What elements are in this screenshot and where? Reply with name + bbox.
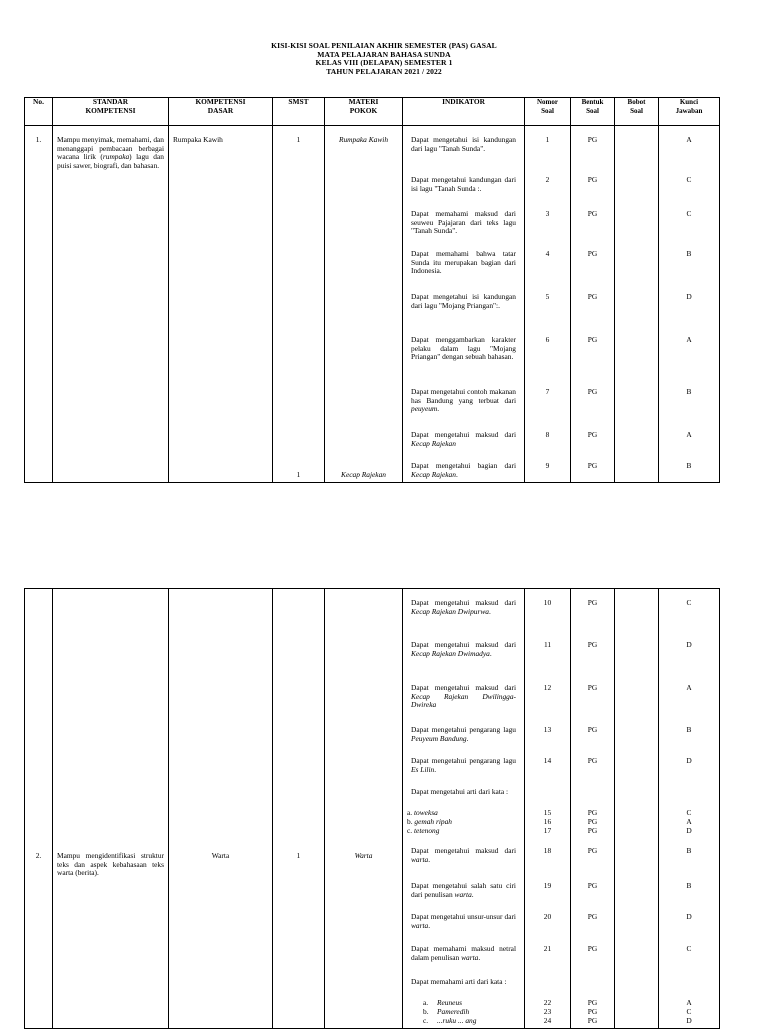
title-line-2: MATA PELAJARAN BAHASA SUNDA	[317, 49, 451, 59]
indikator-sub-item	[423, 1017, 524, 1026]
indikator-post: .	[489, 648, 492, 658]
header-nomor-soal: Nomor Soal	[525, 98, 571, 126]
indikator-em: warta	[411, 854, 429, 864]
kunci-jawaban-cell	[659, 126, 720, 483]
indikator-sub-item	[407, 827, 524, 836]
kunci-jawaban-value: A	[686, 335, 692, 344]
header-standar-kompetensi: STANDAR KOMPETENSI	[53, 98, 169, 126]
indikator-cell	[403, 126, 525, 483]
bentuk-soal-value: PG	[587, 209, 598, 218]
sub-item-word: tetenong	[413, 826, 440, 835]
bentuk-soal-value: PG	[587, 817, 598, 826]
nomor-soal-value: 3	[545, 209, 550, 218]
indikator-post: .	[437, 404, 440, 414]
indikator-em: peuyeum	[411, 404, 438, 414]
nomor-soal-value: 16	[543, 817, 552, 826]
nomor-soal-value: 5	[545, 292, 550, 301]
sub-item-label: a.	[407, 808, 414, 817]
indikator-text	[407, 136, 520, 153]
indikator-post: .	[428, 920, 431, 930]
nomor-soal-value: 17	[543, 826, 552, 835]
bentuk-soal-value: PG	[587, 335, 598, 344]
bentuk-soal-value: PG	[587, 430, 598, 439]
kunci-jawaban-value: B	[686, 881, 692, 890]
bentuk-soal-value: PG	[587, 756, 598, 765]
kunci-jawaban-value: D	[686, 826, 692, 835]
indikator-pre: Dapat mengetahui maksud dari	[411, 640, 516, 649]
indikator-post: .	[489, 606, 491, 616]
sub-item-word: toweksa	[413, 808, 438, 817]
indikator-post: .	[434, 764, 437, 774]
bentuk-soal-value: PG	[587, 135, 598, 144]
materi-pokok-cell: Warta	[325, 589, 403, 1029]
materi-pokok-cell	[325, 126, 403, 483]
nomor-soal-value: 23	[543, 1007, 552, 1016]
bentuk-soal-value: PG	[587, 944, 598, 953]
header-bobot-soal: Bobot Soal	[615, 98, 659, 126]
kunci-jawaban-value: C	[686, 808, 692, 817]
header-bentuk-soal: Bentuk Soal	[571, 98, 615, 126]
indikator-pre: Dapat mengetahui maksud dari	[411, 598, 516, 607]
indikator-post: .	[471, 889, 474, 899]
indikator-text	[407, 913, 520, 930]
indikator-pre: Dapat mengetahui maksud dari	[411, 430, 516, 439]
kunci-jawaban-cell	[659, 589, 720, 1029]
row-number: 2.	[25, 589, 53, 1029]
indikator-em: Kecap Rajekan Dwipurwa	[411, 606, 490, 616]
header-indikator: INDIKATOR	[403, 98, 525, 126]
bentuk-soal-value: PG	[587, 725, 598, 734]
kunci-jawaban-value: D	[686, 640, 692, 649]
indikator-text	[407, 599, 520, 616]
indikator-text	[407, 388, 520, 414]
indikator-text	[407, 847, 520, 864]
indikator-text	[407, 176, 520, 193]
indikator-text	[407, 336, 520, 362]
indikator-pre: Dapat mengetahui maksud dari	[411, 683, 516, 692]
title-line-1: KISI-KISI SOAL PENILAIAN AKHIR SEMESTER (PAS) GASAL	[271, 41, 497, 50]
indikator-cell	[403, 589, 525, 1029]
nomor-soal-cell	[525, 589, 571, 1029]
nomor-soal-value: 24	[543, 1016, 552, 1025]
sub-item-word: Pameredih	[437, 1007, 470, 1016]
sub-item-label: c.	[423, 1016, 429, 1025]
bobot-soal-cell	[615, 589, 659, 1029]
materi-value: Kecap Rajekan	[341, 470, 386, 479]
indikator-pre: Dapat mengetahui isi kandungan dari lagu "Mojang Priangan":.	[411, 292, 516, 310]
indikator-pre: Dapat memahami bahwa tatar Sunda itu merupakan bagian dari Indonesia.	[411, 249, 516, 276]
kunci-jawaban-value: D	[686, 1016, 692, 1025]
indikator-em: Kecap Rajekan Dwilingga-Dwireka	[411, 691, 516, 710]
nomor-soal-value: 4	[545, 249, 550, 258]
indikator-text	[407, 431, 520, 448]
kunci-jawaban-value: C	[686, 175, 692, 184]
indikator-post: .	[428, 854, 431, 864]
bobot-soal-cell	[615, 126, 659, 483]
indikator-text	[407, 726, 520, 743]
sub-item-word: ...ruku ... ang	[437, 1016, 477, 1025]
nomor-soal-value: 7	[545, 387, 550, 396]
nomor-soal-value: 11	[543, 640, 552, 649]
indikator-text	[407, 641, 520, 658]
indikator-em: Kecap Rajekan	[411, 469, 456, 479]
bentuk-soal-cell	[571, 126, 615, 483]
nomor-soal-value: 21	[543, 944, 552, 953]
nomor-soal-value: 20	[543, 912, 552, 921]
indikator-pre: Dapat memahami maksud netral dalam penulisan	[411, 944, 516, 962]
indikator-text	[407, 757, 520, 774]
nomor-soal-value: 19	[543, 881, 552, 890]
kisi-kisi-table-2	[24, 588, 720, 1029]
bentuk-soal-value: PG	[587, 912, 598, 921]
kunci-jawaban-value: B	[686, 387, 692, 396]
indikator-pre: Dapat mengetahui bagian dari	[411, 461, 516, 470]
smst-value: 1	[296, 135, 301, 144]
bentuk-soal-value: PG	[587, 998, 598, 1007]
indikator-em: warta	[461, 952, 479, 962]
indikator-pre: Dapat mengetahui contoh makanan has Bandung yang terbuat dari	[411, 387, 516, 405]
nomor-soal-value: 6	[545, 335, 550, 344]
bentuk-soal-value: PG	[587, 808, 598, 817]
kunci-jawaban-value: A	[686, 683, 692, 692]
standar-kompetensi-cell: Mampu mengidentifikasi struktur teks dan aspek kebahasaan teks warta (berita).	[53, 589, 169, 1029]
indikator-pre: Dapat mengetahui kandungan dari isi lagu "Tanah Sunda :.	[411, 175, 516, 193]
materi-value: Rumpaka Kawih	[338, 135, 389, 144]
kunci-jawaban-value: C	[686, 944, 692, 953]
indikator-em: warta	[454, 889, 472, 899]
bentuk-soal-value: PG	[587, 846, 598, 855]
bentuk-soal-value: PG	[587, 249, 598, 258]
sub-item-word: Reuneus	[437, 998, 463, 1007]
bentuk-soal-value: PG	[587, 292, 598, 301]
bentuk-soal-value: PG	[587, 1016, 598, 1025]
indikator-pre: Dapat mengetahui salah satu ciri dari penulisan	[411, 881, 516, 899]
sub-item-label: b.	[423, 1007, 429, 1016]
nomor-soal-value: 22	[543, 998, 552, 1007]
indikator-text	[407, 882, 520, 899]
kunci-jawaban-value: C	[686, 1007, 692, 1016]
header-kunci-jawaban: Kunci Jawaban	[659, 98, 720, 126]
indikator-text: Dapat mengetahui arti dari kata :	[411, 787, 509, 796]
smst-cell	[273, 126, 325, 483]
indikator-pre: Dapat mengetahui maksud dari	[411, 846, 516, 855]
indikator-text	[407, 210, 520, 236]
sub-item-label: b.	[407, 817, 415, 826]
table-row	[25, 589, 720, 1029]
kunci-jawaban-value: A	[686, 135, 692, 144]
bentuk-soal-value: PG	[587, 1007, 598, 1016]
kompetensi-dasar-cell: Warta	[169, 589, 273, 1029]
bentuk-soal-value: PG	[587, 461, 598, 470]
bentuk-soal-value: PG	[587, 826, 598, 835]
indikator-text	[407, 462, 520, 479]
header-no: No.	[25, 98, 53, 126]
title-line-4: TAHUN PELAJARAN 2021 / 2022	[326, 66, 442, 76]
kisi-kisi-table-1	[24, 97, 720, 483]
bentuk-soal-value: PG	[587, 683, 598, 692]
nomor-soal-value: 14	[543, 756, 552, 765]
table-row	[25, 126, 720, 483]
bentuk-soal-value: PG	[587, 640, 598, 649]
header-smst: SMST	[273, 98, 325, 126]
indikator-em: Peuyeum Bandung	[411, 733, 467, 743]
indikator-pre: Dapat mengetahui pengarang lagu	[411, 725, 516, 734]
indikator-text	[407, 684, 520, 710]
nomor-soal-cell	[525, 126, 571, 483]
nomor-soal-value: 1	[545, 135, 550, 144]
title-line-3: KELAS VIII (DELAPAN) SEMESTER 1	[315, 58, 453, 68]
indikator-pre: Dapat menggambarkan karakter pelaku dalam lagu "Mojang Priangan" dengan sebuah bahasan.	[411, 335, 516, 362]
bentuk-soal-value: PG	[587, 881, 598, 890]
bentuk-soal-value: PG	[587, 175, 598, 184]
bentuk-soal-value: PG	[587, 598, 598, 607]
indikator-post: .	[478, 952, 481, 962]
indikator-text	[407, 945, 520, 962]
header-materi-pokok: MATERI POKOK	[325, 98, 403, 126]
kompetensi-dasar-cell: Rumpaka Kawih	[169, 126, 273, 483]
indikator-pre: Dapat mengetahui isi kandungan dari lagu "Tanah Sunda".	[411, 135, 516, 153]
smst-value: 1	[296, 470, 301, 479]
nomor-soal-value: 15	[543, 808, 552, 817]
indikator-text: Dapat memahami arti dari kata :	[411, 977, 507, 986]
kunci-jawaban-value: B	[686, 846, 692, 855]
indikator-pre: Dapat memahami maksud dari seuweu Pajajaran dari teks lagu "Tanah Sunda".	[411, 209, 516, 236]
kunci-jawaban-value: A	[686, 998, 692, 1007]
kunci-jawaban-value: C	[686, 598, 692, 607]
kunci-jawaban-value: B	[686, 461, 692, 470]
kunci-jawaban-value: C	[686, 209, 692, 218]
sub-item-label: c.	[407, 826, 414, 835]
sub-item-word: gemah ripah	[414, 817, 452, 826]
standar-kompetensi-cell: Mampu menyimak, memahami, dan menanggapi pembacaan berbagai wacana lirik (rumpaka) lagu dan puisi sawer, biografi, dan bahasan.	[53, 126, 169, 483]
kunci-jawaban-value: B	[686, 249, 692, 258]
bentuk-soal-value: PG	[587, 387, 598, 396]
indikator-pre: Dapat mengetahui unsur-unsur dari	[411, 912, 516, 921]
kunci-jawaban-value: D	[686, 292, 692, 301]
indikator-pre: Dapat mengetahui pengarang lagu	[411, 756, 516, 765]
bentuk-soal-cell	[571, 589, 615, 1029]
indikator-em: Kecap Rajekan Dwimadya	[411, 648, 490, 658]
row-number: 1.	[25, 126, 53, 483]
indikator-text	[407, 293, 520, 310]
document-title	[0, 42, 768, 76]
nomor-soal-value: 8	[545, 430, 550, 439]
sub-item-label: a.	[423, 998, 429, 1007]
nomor-soal-value: 2	[545, 175, 550, 184]
indikator-post: .	[455, 469, 458, 479]
indikator-text	[407, 250, 520, 276]
kunci-jawaban-value: A	[686, 430, 692, 439]
kunci-jawaban-value: D	[686, 756, 692, 765]
kunci-jawaban-value: A	[686, 817, 692, 826]
kunci-jawaban-value: D	[686, 912, 692, 921]
kunci-jawaban-value: B	[686, 725, 692, 734]
indikator-em: Es Lilin	[411, 764, 435, 774]
nomor-soal-value: 10	[543, 598, 552, 607]
indikator-post: .	[466, 733, 469, 743]
indikator-em: Kecap Rajekan	[411, 438, 456, 448]
smst-cell: 1	[273, 589, 325, 1029]
nomor-soal-value: 18	[543, 846, 552, 855]
nomor-soal-value: 12	[543, 683, 552, 692]
nomor-soal-value: 9	[545, 461, 550, 470]
header-kompetensi-dasar: KOMPETENSI DASAR	[169, 98, 273, 126]
nomor-soal-value: 13	[543, 725, 552, 734]
table-header-row	[25, 98, 720, 126]
indikator-em: warta	[411, 920, 429, 930]
